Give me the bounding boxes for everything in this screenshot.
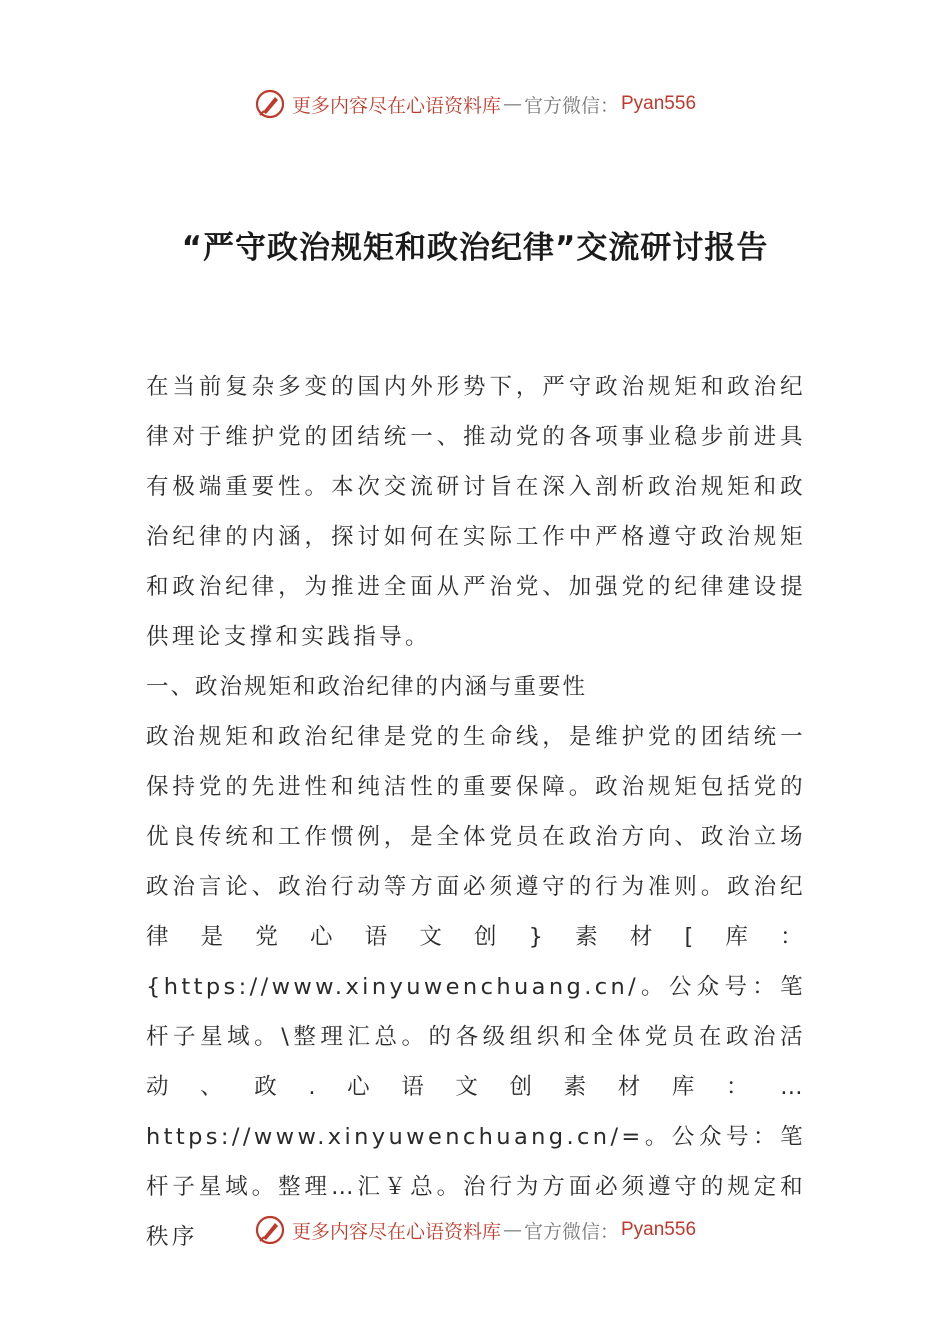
banner-main-text: 更多内容尽在心语资料库 [291,94,501,117]
pen-logo-icon [254,1214,286,1246]
document-title: “严守政治规矩和政治纪律”交流研讨报告 [181,230,769,266]
banner-wechat-id: Pyan556 [621,1219,697,1240]
intro-paragraph: 在当前复杂多变的国内外形势下，严守政治规矩和政治纪律对于维护党的团结统一、推动党的各项事业稳步前进具有极端重要性。本次交流研讨旨在深入剖析政治规矩和政治纪律的内涵，探讨如何在实际工作中严格遵守政治规矩和政治纪律，为推进全面从严治党、加强党的纪律建设提供理论支撑和实践指导。 [146,374,806,650]
footer-banner [0,1210,950,1250]
document-body [146,362,806,1262]
banner-separator: — [502,1219,522,1241]
header-banner [0,84,950,124]
section-paragraph: 政治规矩和政治纪律是党的生命线，是维护党的团结统一保持党的先进性和纯洁性的重要保障。政治规矩包括党的优良传统和工作惯例，是全体党员在政治方向、政治立场政治言论、政治行动等方面必须遵守的行为准则。政治纪律是党心语文创}素材[库：{https://www.xinyuwenchuang.cn/。公众号：笔杆子星域。\整理汇总。的各级组织和全体党员在政治活动、政.心语文创素材库：…https://www.xinyuwenchuang.cn/=。公众号：笔杆子星域。整理…汇￥总。治行为方面必须遵守的规定和秩序 [146,724,806,1250]
pen-logo-icon [254,88,286,120]
banner-main-text: 更多内容尽在心语资料库 [291,1220,501,1243]
banner-official-label: 官方微信： [523,94,619,117]
banner-separator: — [502,93,522,115]
banner-wechat-id: Pyan556 [621,93,697,114]
banner-official-label: 官方微信： [523,1220,619,1243]
section-heading: 一、政治规矩和政治纪律的内涵与重要性 [146,674,588,700]
